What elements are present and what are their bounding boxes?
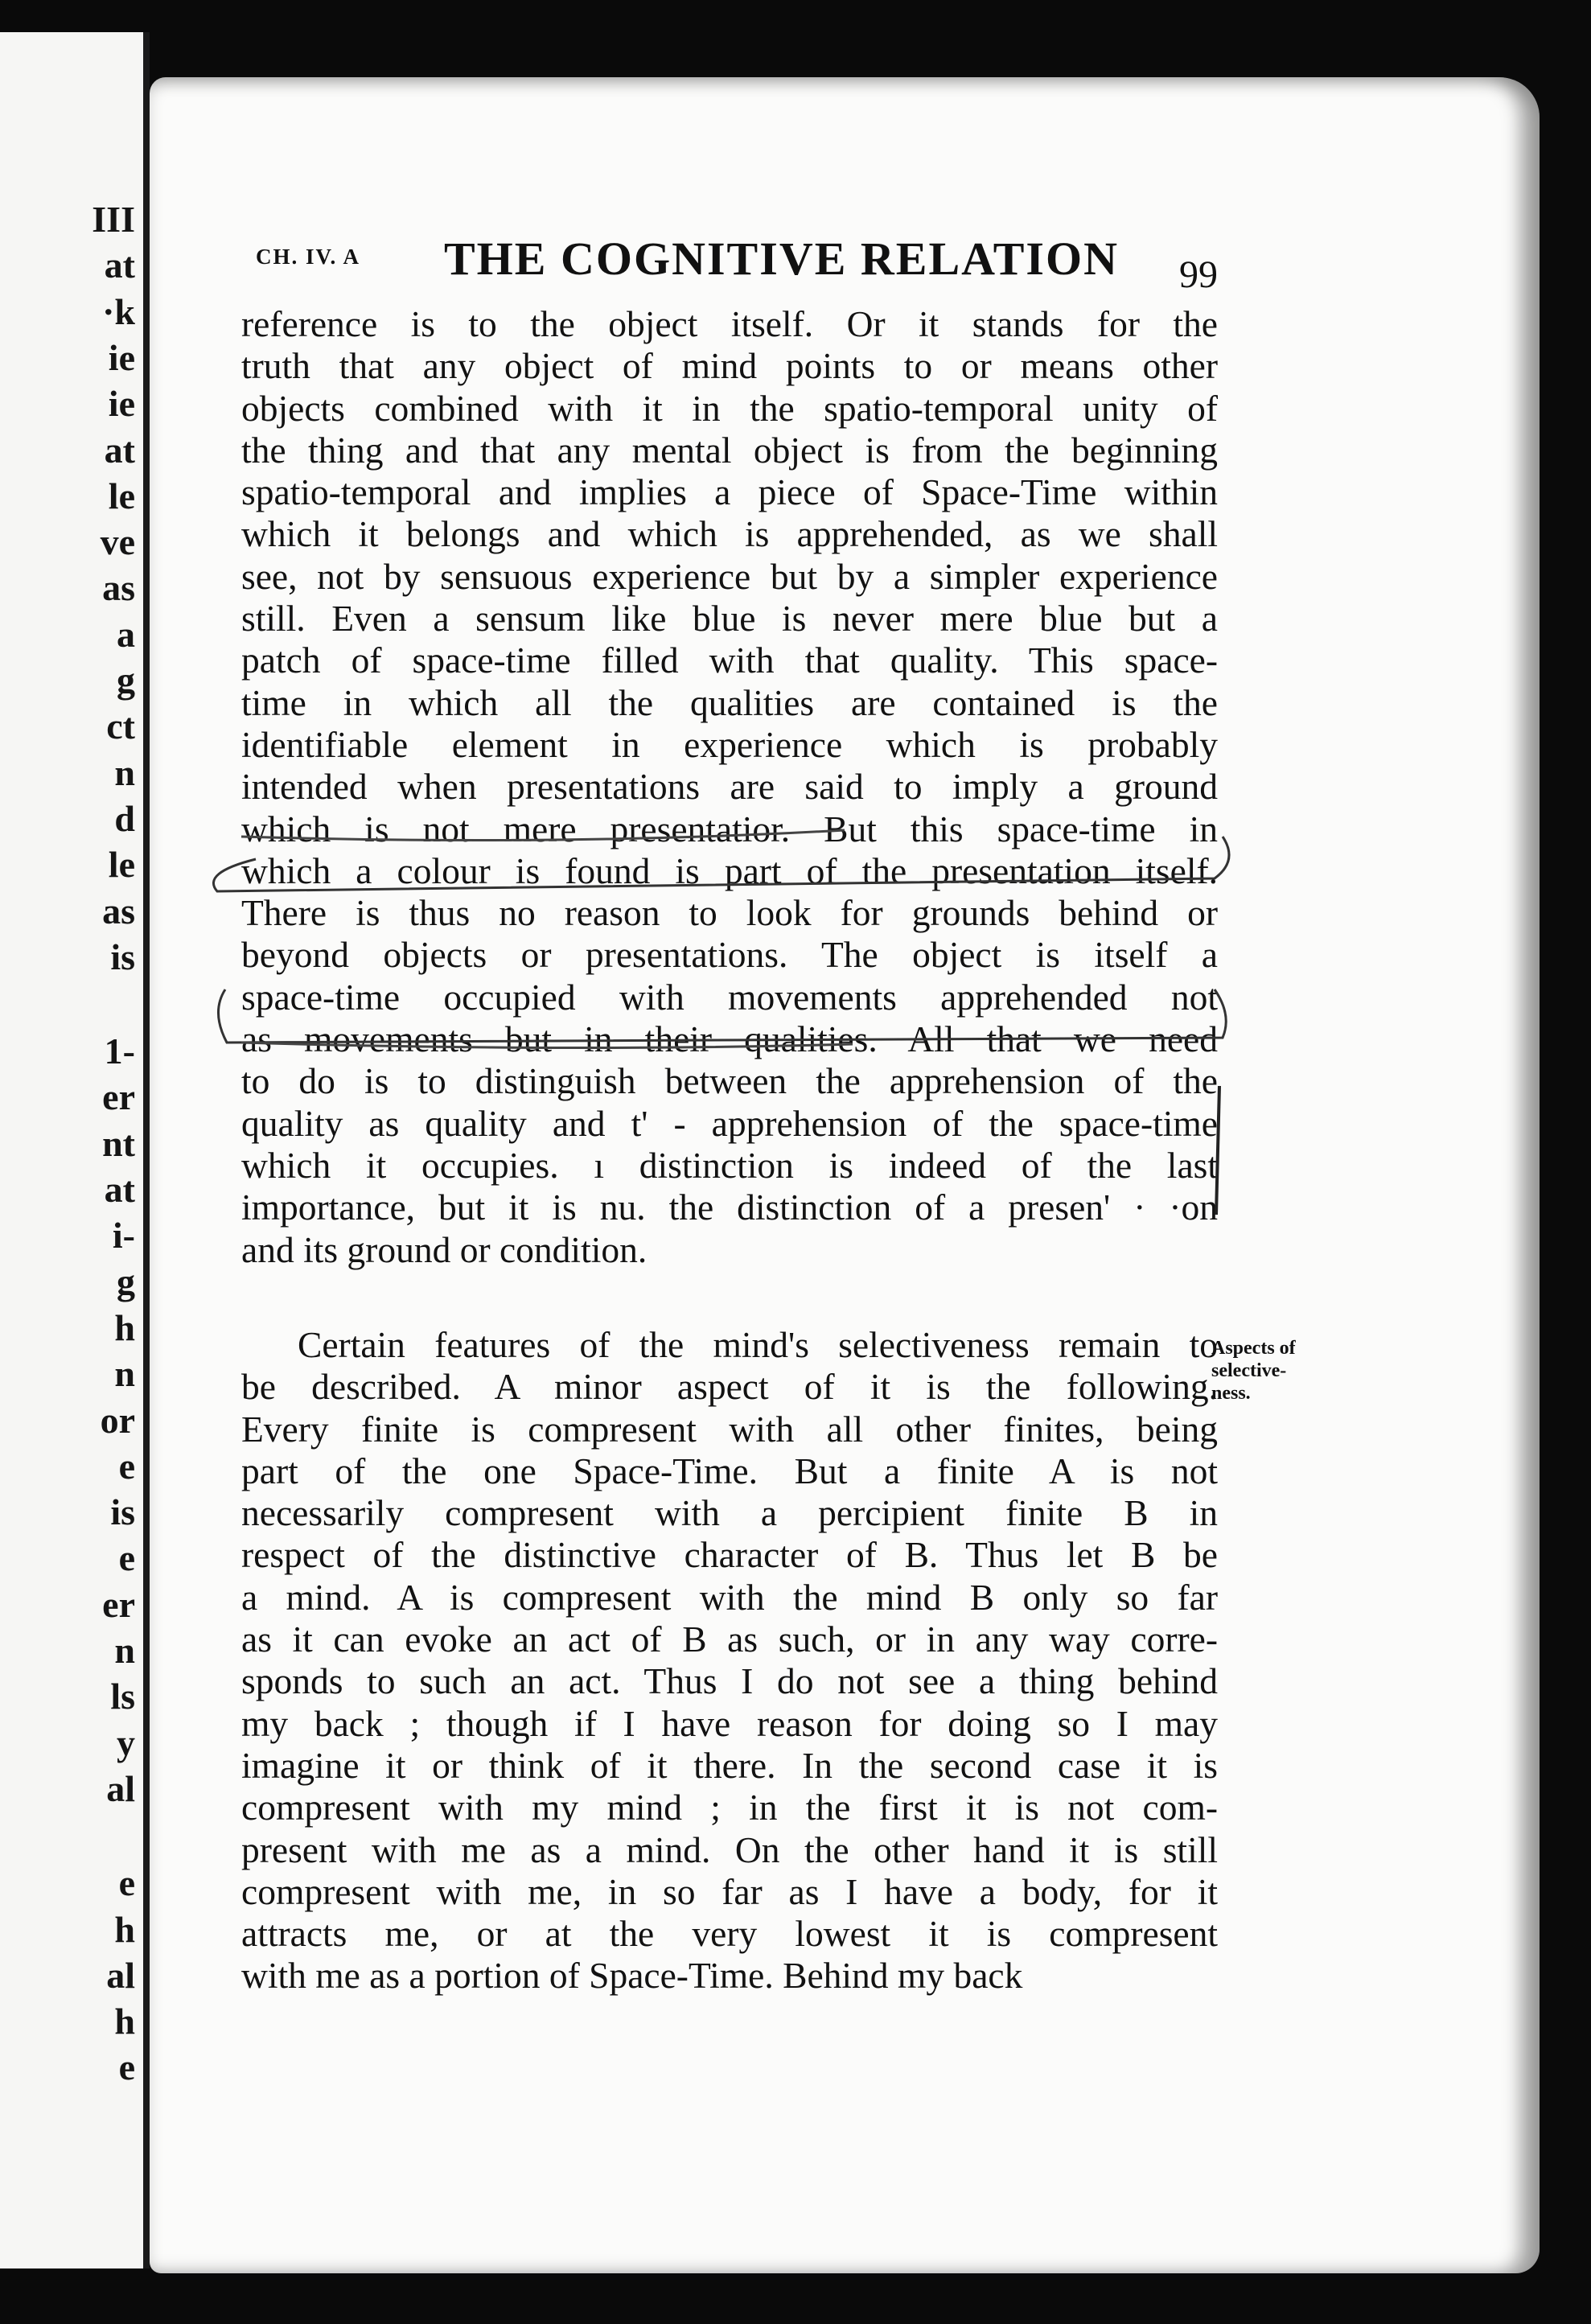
text-line: which a colour is found is part of the presentation itself.	[241, 849, 1218, 891]
facing-page-fragment: as	[102, 890, 135, 932]
text-line: as movements but in their qualities. All that we need	[241, 1018, 1218, 1060]
facing-page-fragment: ve	[100, 521, 135, 563]
chapter-label: CH. IV. A	[256, 245, 361, 269]
facing-page-fragment: y	[117, 1721, 135, 1763]
text-line: There is thus no reason to look for grounds behind or	[241, 892, 1218, 934]
text-line: attracts me, or at the very lowest it is compresent	[241, 1913, 1218, 1955]
facing-page-fragment: III	[92, 199, 135, 240]
text-line: compresent with my mind ; in the first it is not com-	[241, 1787, 1218, 1828]
facing-page-fragment: 1-	[104, 1030, 135, 1072]
text-line: sponds to such an act. Thus I do not see a thing behind	[241, 1660, 1218, 1702]
facing-page-fragment: al	[106, 1767, 135, 1809]
facing-page-fragment: is	[110, 1491, 135, 1533]
facing-page-fragment: g	[117, 1261, 135, 1302]
facing-page-fragment: nt	[102, 1122, 135, 1164]
text-line: respect of the distinctive character of B. Thus let B be	[241, 1534, 1218, 1576]
facing-page-fragment: at	[104, 429, 135, 471]
text-line: reference is to the object itself. Or it stands for the	[241, 303, 1218, 344]
paragraph-2	[241, 1324, 1218, 1997]
facing-page-fragment: h	[114, 1306, 135, 1348]
text-line: which it belongs and which is apprehended, as we shall	[241, 513, 1218, 555]
text-line: present with me as a mind. On the other hand it is still	[241, 1828, 1218, 1870]
text-line: Every finite is compresent with all other finites, being	[241, 1408, 1218, 1450]
facing-page-fragment: a	[117, 613, 135, 655]
running-title: THE COGNITIVE RELATION	[444, 232, 1119, 285]
facing-page-fragment: is	[110, 936, 135, 977]
facing-page-fragment: i-	[112, 1215, 135, 1257]
text-line: Certain features of the mind's selectiveness remain to	[298, 1324, 1218, 1365]
text-line: with me as a portion of Space-Time. Behind my back	[241, 1955, 1023, 1997]
facing-page-fragment: e	[118, 1445, 135, 1487]
facing-page-fragment: er	[102, 1583, 135, 1625]
text-line: compresent with me, in so far as I have a body, for it	[241, 1870, 1218, 1912]
text-line: the thing and that any mental object is from the beginning	[241, 429, 1218, 471]
text-line: truth that any object of mind points to or means other	[241, 345, 1218, 387]
facing-page-fragment: at	[104, 245, 135, 286]
text-line: which it occupies. ı distinction is indeed of the last	[241, 1144, 1218, 1186]
margin-note-line: selective-	[1211, 1360, 1287, 1381]
text-line: space-time occupied with movements apprehended not	[241, 976, 1218, 1018]
facing-page-fragment: ie	[108, 336, 135, 378]
facing-page-fragment: h	[114, 1908, 135, 1950]
text-line: as it can evoke an act of B as such, or in any way corre-	[241, 1619, 1218, 1660]
text-line: part of the one Space-Time. But a finite A is not	[241, 1450, 1218, 1491]
facing-page-fragment: n	[114, 1630, 135, 1671]
facing-page-fragment: al	[106, 1954, 135, 1996]
facing-page-fragment: or	[100, 1399, 135, 1441]
text-line: identifiable element in experience which is probably	[241, 723, 1218, 765]
text-line: beyond objects or presentations. The object is itself a	[241, 934, 1218, 976]
facing-page-fragment: n	[114, 1353, 135, 1395]
margin-note-line: ness.	[1211, 1383, 1251, 1404]
facing-page-fragment: at	[104, 1169, 135, 1210]
text-line: time in which all the qualities are contained is the	[241, 681, 1218, 723]
facing-page-fragment: n	[114, 751, 135, 793]
facing-page-fragment: ie	[108, 383, 135, 425]
paragraph-1	[241, 303, 1218, 1271]
text-line: my back ; though if I have reason for doing so I may	[241, 1702, 1218, 1744]
facing-page-fragment: g	[117, 660, 135, 701]
facing-page-fragment: as	[102, 567, 135, 609]
facing-page-fragment: d	[114, 797, 135, 839]
page-number: 99	[1179, 253, 1218, 296]
facing-page-fragment: e	[118, 2046, 135, 2088]
facing-page-fragment: e	[118, 1537, 135, 1579]
text-line: objects combined with it in the spatio-temporal unity of	[241, 387, 1218, 429]
facing-page-fragment: ·k	[102, 290, 135, 332]
text-line: to do is to distinguish between the apprehension of the	[241, 1060, 1218, 1102]
text-line: intended when presentations are said to imply a ground	[241, 766, 1218, 808]
text-line: importance, but it is nu. the distinction of a presen' · ·on	[241, 1187, 1218, 1228]
facing-page-fragment: le	[108, 475, 135, 516]
margin-note	[1211, 1337, 1340, 1405]
facing-page-fragment: ls	[110, 1676, 135, 1717]
facing-page-edge	[0, 32, 150, 2268]
text-line: patch of space-time filled with that quality. This space-	[241, 640, 1218, 681]
text-line: be described. A minor aspect of it is the following.	[241, 1366, 1218, 1408]
facing-page-fragment: h	[114, 2001, 135, 2042]
text-line: a mind. A is compresent with the mind B only so far	[241, 1576, 1218, 1618]
text-line: imagine it or think of it there. In the second case it is	[241, 1744, 1218, 1786]
facing-page-fragment: le	[108, 844, 135, 886]
facing-page-fragment: ct	[106, 705, 135, 747]
text-line: see, not by sensuous experience but by a simpler experience	[241, 555, 1218, 597]
text-line: spatio-temporal and implies a piece of Space-Time within	[241, 471, 1218, 513]
text-line: which is not mere presentatior. But this space-time in	[241, 808, 1218, 849]
text-line: necessarily compresent with a percipient finite B in	[241, 1492, 1218, 1534]
text-line: and its ground or condition.	[241, 1228, 648, 1270]
text-line: still. Even a sensum like blue is never mere blue but a	[241, 598, 1218, 640]
margin-note-line: Aspects of	[1211, 1338, 1296, 1359]
facing-page-fragment: e	[118, 1862, 135, 1904]
text-line: quality as quality and t' - apprehension of the space-time	[241, 1102, 1218, 1144]
facing-page-fragment: er	[102, 1076, 135, 1118]
